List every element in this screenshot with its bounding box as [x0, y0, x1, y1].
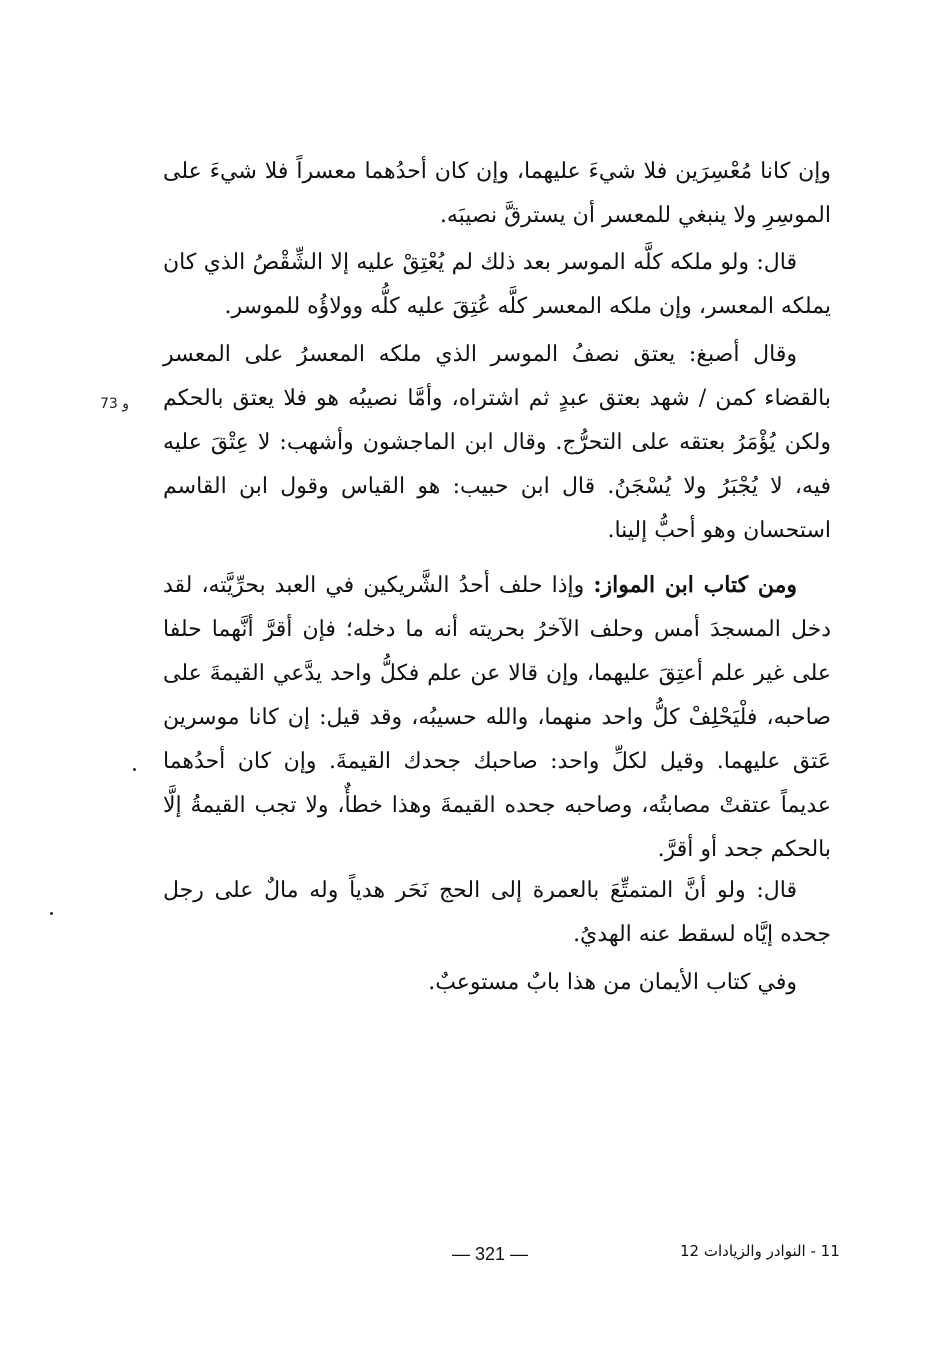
paragraph-5: قال: ولو أنَّ المتمتِّعَ بالعمرة إلى الحج نَحَر هدياً وله مالٌ على رجل جحده إيَّاه لسقط عنه الهديُ. [163, 878, 831, 947]
paragraph-6-block [163, 961, 831, 1005]
paragraph-4 [163, 563, 831, 872]
book-reference: 11 - النوادر والزيادات 12 [680, 1242, 840, 1260]
paragraph-2-block [163, 241, 831, 329]
paragraph-1: وإن كانا مُعْسِرَين فلا شيءَ عليهما، وإن كان أحدُهما معسراً فلا شيءَ على الموسِرِ ولا ينبغي للمعسر أن يسترقَّ نصيبَه. [163, 159, 831, 228]
paragraph-6: وفي كتاب الأيمان من هذا بابٌ مستوعبٌ. [428, 970, 797, 995]
paragraph-4-lead: ومن كتاب ابن المواز: [593, 572, 797, 598]
paragraph-5-block [163, 869, 831, 957]
paragraph-3: وقال أصبغ: يعتق نصفُ الموسر الذي ملكه المعسرُ على المعسر بالقضاء كمن / شهد بعتق عبدٍ ثم اشتراه، وأمَّا نصيبُه هو فلا يعتق بالحكم ولكن يُؤْمَرُ بعتقه على التحرُّج. وقال ابن الماجشون وأشهب: لا عِتْقَ عليه فيه، لا يُجْبَرُ ولا يُسْجَنُ. قال ابن حبيب: هو القياس وقول ابن القاسم استحسان وهو أحبُّ إلينا. [163, 342, 831, 543]
scan-speck [133, 768, 136, 771]
paragraph-4-block [163, 563, 831, 872]
paragraph-2: قال: ولو ملكه كلَّه الموسر بعد ذلك لم يُعْتِقْ عليه إلا الشِّقْصُ الذي كان يملكه المعسر، وإن ملكه المعسر كلَّه عُتِقَ عليه كلُّه وولاؤُه للموسر. [163, 250, 831, 319]
paragraph-3-block [163, 333, 831, 553]
folio-margin-note: 73 و [100, 396, 130, 412]
paragraph-4-body: وإذا حلف أحدُ الشَّريكين في العبد بحرِّيَّته، لقد دخل المسجدَ أمس وحلف الآخرُ بحريته أنه ما دخله؛ فإن أقرَّ أنَّهما حلفا على غير علم أعتِقَ عليهما، وإن قالا عن علم فكلُّ واحد يدَّعي القيمةَ على صاحبه، فلْيَحْلِفْ كلُّ واحد منهما، والله حسيبُه، وقد قيل: إن كانا موسرين عَتق عليهما. وقيل لكلِّ واحد: صاحبك جحدك القيمةَ. وإن كان أحدُهما عديماً عتقتْ مصابتُه، وصاحبه جحده القيمةَ وهذا خطأٌ، ولا تجب القيمةُ إلَّا بالحكم جحد أو أقرَّ. [163, 573, 831, 862]
scan-speck [50, 912, 53, 915]
page-number: — 321 — [452, 1244, 529, 1264]
paragraph-1-block [163, 150, 831, 238]
